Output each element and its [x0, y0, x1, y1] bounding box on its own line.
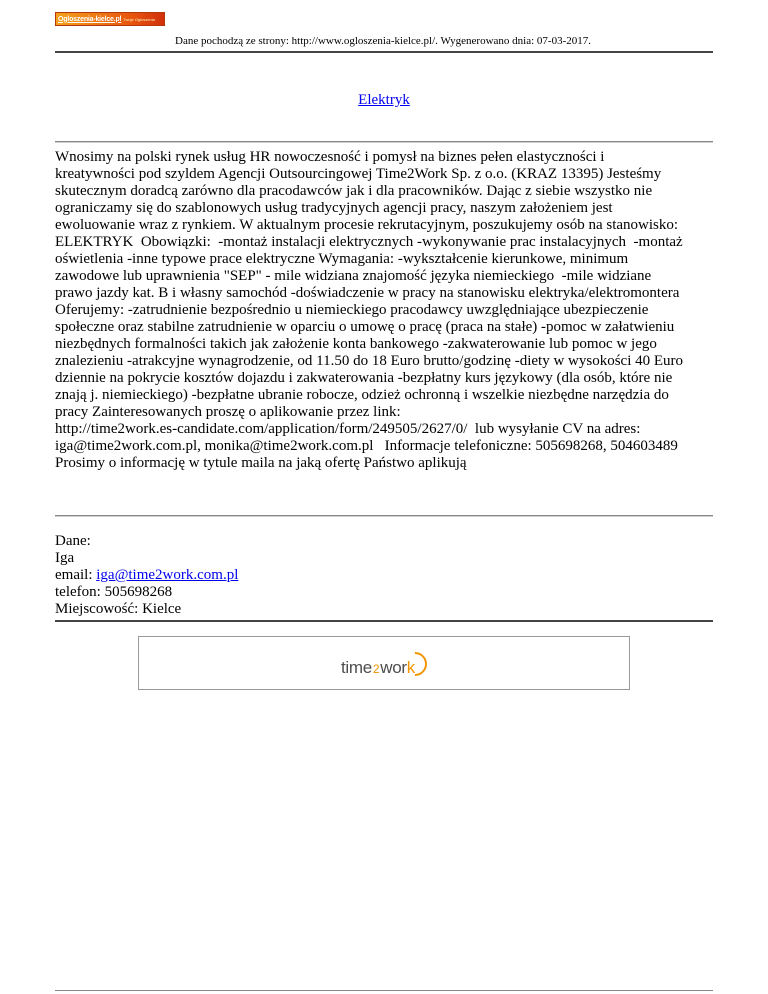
contact-block — [55, 533, 238, 618]
footer-divider — [55, 990, 713, 991]
source-line: Dane pochodzą ze strony: http://www.ogloszenia-kielce.pl/. Wygenerowano dnia: 07-03-2017. — [175, 35, 591, 47]
contact-email-label: email: — [55, 567, 97, 583]
listing-title-link[interactable]: Elektryk — [358, 92, 410, 108]
contact-divider — [55, 620, 713, 622]
logo-word-wor: wor — [380, 657, 407, 677]
logo-digit-two: 2 — [372, 661, 380, 676]
logo-word-time: time — [341, 657, 372, 677]
contact-phone: telefon: 505698268 — [55, 584, 173, 600]
contact-email-link[interactable]: iga@time2work.com.pl — [96, 567, 239, 583]
header-divider — [55, 51, 713, 53]
contact-heading: Dane: — [55, 533, 91, 549]
listing-description: Wnosimy na polski rynek usług HR nowoczesność i pomysł na biznes pełen elastyczności i kreatywności pod szyldem Agencji Outsourcingowej Time2Work Sp. z o.o. (KRAZ 13395) Jesteśmy skutecznym doradcą zarówno dla pracodawców jak i dla pracowników. Dając z siebie wszystko nie ograniczamy się do szablonowych usług tradycyjnych agencji pracy, naszym założeniem jest ewoluowanie wraz z rynkiem. W aktualnym procesie rekrutacyjnym, poszukujemy osób na stanowisko: ELEKTRYK Obowiązki: -montaż instalacji elektrycznych -wykonywanie prac instalacyjnych -montaż oświetlenia -inne typowe prace elektryczne Wymagania: -wykształcenie kierunkowe, minimum zawodowe lub uprawnienia "SEP" - mile widziana znajomość języka niemieckiego -mile widziane prawo jazdy kat. B i własny samochód -doświadczenie w pracy na stanowisku elektryka/elektromontera Oferujemy: -zatrudnienie bezpośrednio u niemieckiego pracodawcy uwzględniające ubezpieczenie społeczne oraz stabilne zatrudnienie w oparciu o umowę o pracę (praca na stałe) -pomoc w załatwieniu niezbędnych formalności takich jak założenie konta bankowego -zakwaterowanie lub pomoc w jego znalezieniu -atrakcyjne wynagrodzenie, od 11.50 do 18 Euro brutto/godzinę -diety w wysokości 40 Euro dziennie na pokrycie kosztów dojazdu i zakwaterowania -bezpłatny kurs językowy (dla osób, które nie znają j. niemieckiego) -bezpłatne ubranie robocze, odzież ochronną i wszelkie niezbędne narzędzia do pracy Zainteresowanych proszę o aplikowanie przez link: http://time2work.es-candidate.com/application/form/249505/2627/0/ lub wysyłanie CV na adres: iga@time2work.com.pl, monika@time2work.com.pl Informacje telefoniczne: 505698268, 504603489 Prosimy o informację w tytule maila na jaką ofertę Państwo aplikują — [55, 149, 684, 471]
title-divider — [55, 141, 713, 143]
contact-city: Miejscowość: Kielce — [55, 601, 182, 617]
company-logo — [341, 649, 427, 678]
description-divider — [55, 515, 713, 517]
site-logo-text: Ogloszenia-kielce.pl — [58, 15, 122, 23]
contact-email-row — [55, 567, 238, 584]
logo-letter-k: k — [406, 657, 415, 677]
site-logo-subtext: Twoje Ogłoszenia — [123, 16, 155, 22]
site-logo[interactable] — [55, 12, 165, 26]
contact-name: Iga — [55, 550, 75, 566]
company-logo-box — [138, 636, 630, 690]
